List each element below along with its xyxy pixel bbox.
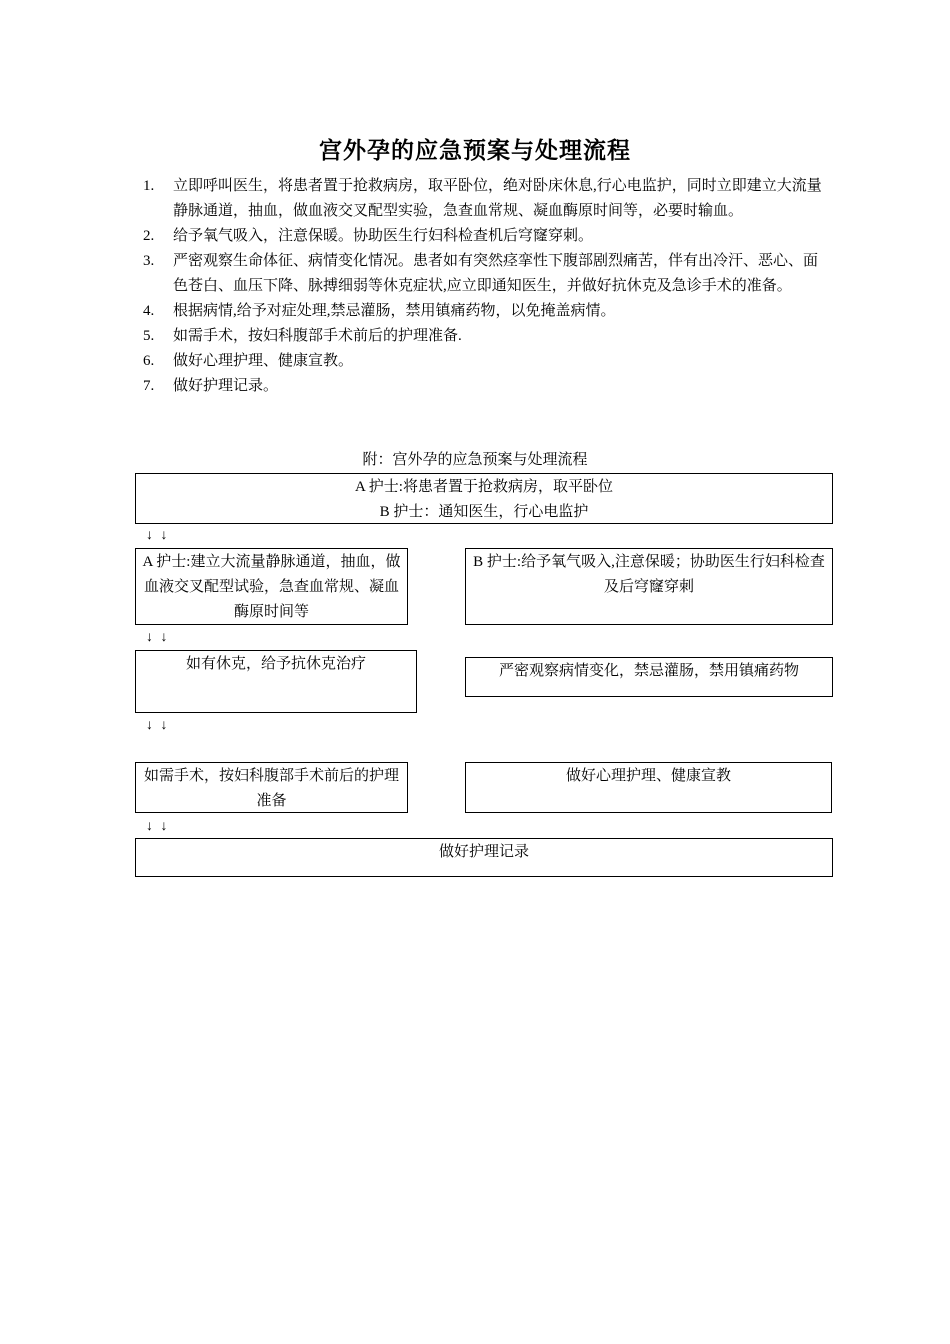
flow-box-initial — [135, 473, 833, 524]
step-text: 给予氧气吸入，注意保暖。协助医生行妇科检查机后穹窿穿刺。 — [173, 228, 594, 244]
flow-box-shock: 如有休克，给予抗休克治疗 — [135, 650, 417, 713]
step-number: 3. — [143, 253, 155, 269]
list-item — [143, 324, 823, 349]
down-arrows-icon: ↓ ↓ — [146, 718, 170, 733]
list-item — [143, 374, 823, 399]
flow-box-records: 做好护理记录 — [135, 838, 833, 877]
flow-box-text: B 护士：通知医生，行心电监护 — [379, 504, 589, 520]
flow-box-nurse-b: B 护士:给予氧气吸入,注意保暖；协助医生行妇科检查及后穹窿穿刺 — [465, 548, 833, 625]
step-text: 严密观察生命体征、病情变化情况。患者如有突然痉挛性下腹部剧烈痛苦，伴有出冷汗、恶心、面色苍白、血压下降、脉搏细弱等休克症状,应立即通知医生，并做好抗休克及急诊手术的准备。 — [173, 253, 819, 294]
step-text: 根据病情,给予对症处理,禁忌灌肠，禁用镇痛药物，以免掩盖病情。 — [173, 303, 616, 319]
step-text: 立即呼叫医生，将患者置于抢救病房，取平卧位，绝对卧床休息,行心电监护，同时立即建立大流量静脉通道，抽血，做血液交叉配型实验，急查血常规、凝血酶原时间等，必要时输血。 — [173, 178, 822, 219]
down-arrows-icon: ↓ ↓ — [146, 819, 170, 834]
step-number: 7. — [143, 378, 155, 394]
list-item — [143, 249, 823, 299]
down-arrows-icon: ↓ ↓ — [146, 630, 170, 645]
step-number: 4. — [143, 303, 155, 319]
step-number: 1. — [143, 178, 155, 194]
list-item — [143, 174, 823, 224]
list-item — [143, 299, 823, 324]
flowchart-caption: 附：宫外孕的应急预案与处理流程 — [362, 452, 588, 468]
step-text: 做好护理记录。 — [173, 378, 279, 394]
step-text: 如需手术，按妇科腹部手术前后的护理准备. — [173, 328, 462, 344]
flow-box-surgery: 如需手术，按妇科腹部手术前后的护理准备 — [135, 762, 408, 813]
flow-box-text: A 护士:将患者置于抢救病房，取平卧位 — [355, 479, 613, 495]
procedure-list — [143, 174, 823, 399]
list-item — [143, 349, 823, 374]
down-arrows-icon: ↓ ↓ — [146, 528, 170, 543]
step-text: 做好心理护理、健康宣教。 — [173, 353, 354, 369]
step-number: 2. — [143, 228, 155, 244]
flow-box-observe: 严密观察病情变化，禁忌灌肠，禁用镇痛药物 — [465, 657, 833, 697]
list-item — [143, 224, 823, 249]
page-title: 宫外孕的应急预案与处理流程 — [319, 138, 631, 163]
flow-box-nurse-a: A 护士:建立大流量静脉通道，抽血，做血液交叉配型试验，急查血常规、凝血酶原时间等 — [135, 548, 408, 625]
flow-box-psych: 做好心理护理、健康宣教 — [465, 762, 832, 813]
step-number: 5. — [143, 328, 155, 344]
step-number: 6. — [143, 353, 155, 369]
